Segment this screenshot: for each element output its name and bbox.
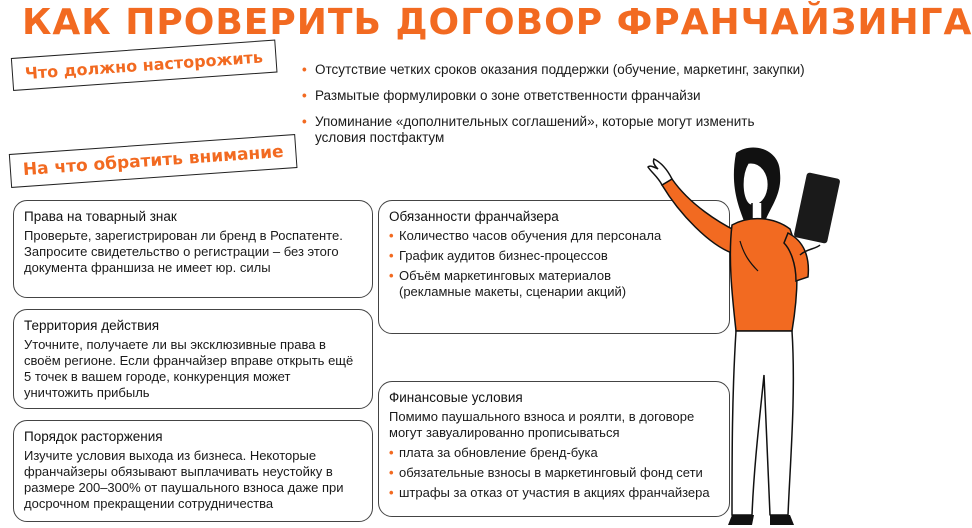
list-item — [302, 62, 842, 78]
list-item-text: обязательные взносы в маркетинговый фонд сети — [399, 465, 703, 480]
card-heading: Порядок расторжения — [24, 429, 163, 444]
card-text: Изучите условия выхода из бизнеса. Некоторые франчайзеры обязывают выплачивать неустойку в размере 200–300% от паушального взноса даже при досрочном прекращении сотрудничества — [24, 448, 344, 511]
trademark-card — [13, 200, 373, 298]
page-title: КАК ПРОВЕРИТЬ ДОГОВОР ФРАНЧАЙЗИНГА — [22, 2, 972, 43]
bullet-icon: • — [389, 268, 394, 283]
bullet-icon: • — [389, 248, 394, 263]
list-item-text: Упоминание «дополнительных соглашений», которые могут изменить условия постфактум — [315, 114, 755, 145]
woman-with-tablet-illustration — [640, 145, 850, 528]
card-heading: Финансовые условия — [389, 390, 523, 405]
bullet-icon: • — [302, 62, 307, 77]
attention-label: На что обратить внимание — [9, 134, 298, 188]
list-item-text: штрафы за отказ от участия в акциях франчайзера — [399, 485, 710, 500]
list-item-text: плата за обновление бренд-бука — [399, 445, 598, 460]
list-item — [302, 88, 842, 104]
list-item-text: Объём маркетинговых материалов (рекламные макеты, сценарии акций) — [399, 268, 627, 299]
card-heading: Права на товарный знак — [24, 209, 177, 224]
termination-card — [13, 420, 373, 522]
territory-card — [13, 309, 373, 409]
list-item-text: Размытые формулировки о зоне ответственности франчайзи — [315, 88, 701, 103]
bullet-icon: • — [389, 465, 394, 480]
list-item-text: Отсутствие четких сроков оказания поддержки (обучение, маркетинг, закупки) — [315, 62, 805, 77]
card-text: Проверьте, зарегистрирован ли бренд в Роспатенте. Запросите свидетельство о регистрации – без этого документа франшиза не имеет юр. силы — [24, 228, 343, 275]
bullet-icon: • — [389, 228, 394, 243]
card-heading: Территория действия — [24, 318, 160, 333]
bullet-icon: • — [389, 485, 394, 500]
list-item-text: Количество часов обучения для персонала — [399, 228, 662, 243]
warning-label: Что должно насторожить — [11, 40, 277, 91]
bullet-icon: • — [302, 88, 307, 103]
list-item-text: График аудитов бизнес-процессов — [399, 248, 608, 263]
warning-list — [302, 62, 842, 156]
card-text: Помимо паушального взноса и роялти, в договоре могут завуалированно прописываться — [389, 409, 695, 440]
bullet-icon: • — [302, 114, 307, 129]
card-text: Уточните, получаете ли вы эксклюзивные права в своём регионе. Если франчайзер вправе открыть ещё 5 точек в вашем городе, конкуренция может уничтожить прибыль — [24, 337, 354, 400]
card-heading: Обязанности франчайзера — [389, 209, 559, 224]
bullet-icon: • — [389, 445, 394, 460]
list-item — [302, 114, 842, 146]
